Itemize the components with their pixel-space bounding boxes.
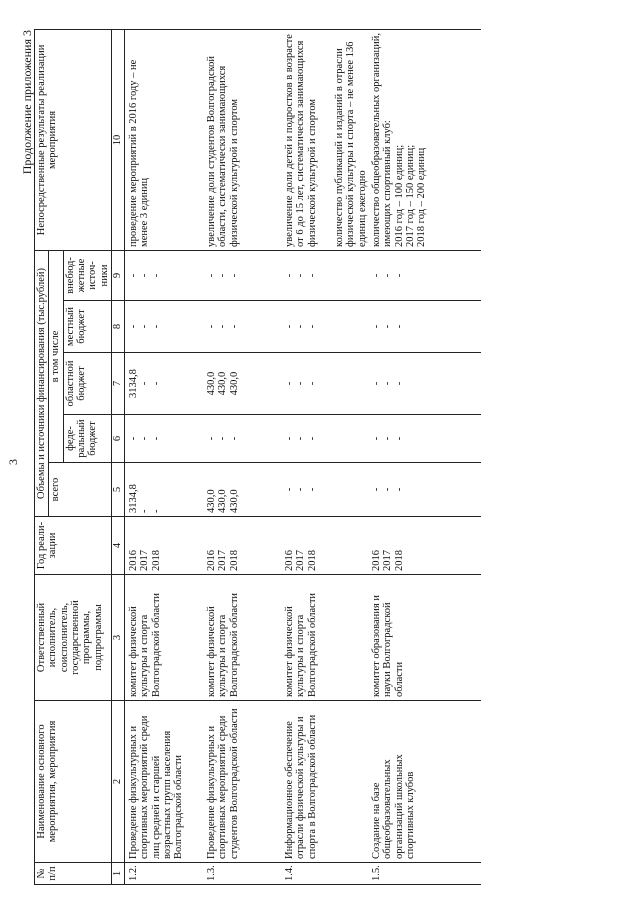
row-years: 2016 2017 2018: [124, 517, 203, 575]
header-n: № п/п: [35, 863, 112, 885]
row-extra: - - -: [203, 250, 281, 300]
row-reg: - - -: [368, 353, 481, 415]
row-local: - - -: [203, 301, 281, 353]
colnum: 7: [111, 353, 124, 415]
colnum: 2: [111, 701, 124, 863]
row-local: - - -: [124, 301, 203, 353]
colnum: 9: [111, 250, 124, 300]
row-reg: 430,0 430,0 430,0: [203, 353, 281, 415]
row-results: проведение мероприятий в 2016 году – не менее 3 единиц: [124, 29, 203, 250]
row-name: Проведение физкультурных и спортивных мероприятий среди лиц средней и старшей возрастных групп населения Волгоградской области: [124, 701, 203, 863]
row-number: 1.4.: [281, 863, 368, 885]
row-results: количество общеобразовательных организаций, имеющих спортивный клуб: 2016 год – 100 единиц; 2017 год – 150 единиц; 2018 год – 200 единиц: [368, 29, 481, 250]
colnum: 5: [111, 463, 124, 517]
header-total: всего: [49, 463, 112, 517]
colnum: 4: [111, 517, 124, 575]
table-row: [203, 29, 281, 884]
row-reg: - - -: [281, 353, 368, 415]
header-incl: в том числе: [49, 250, 63, 462]
header-extra: внебюд-жетные источ-ники: [63, 250, 111, 300]
page-number: 3: [6, 459, 20, 465]
row-years: 2016 2017 2018: [368, 517, 481, 575]
row-number: 1.3.: [203, 863, 281, 885]
row-results: увеличение доли студентов Волгоградской области, систематически занимающихся физической культурой и спортом: [203, 29, 281, 250]
row-years: 2016 2017 2018: [203, 517, 281, 575]
table-row: [368, 29, 481, 884]
row-local: - - -: [281, 301, 368, 353]
row-total: - - -: [281, 463, 368, 517]
table-row: [281, 29, 368, 884]
colnum: 6: [111, 415, 124, 463]
row-total: 430,0 430,0 430,0: [203, 463, 281, 517]
header-fed: феде-ральный бюджет: [63, 415, 111, 463]
row-number: 1.2.: [124, 863, 203, 885]
row-years: 2016 2017 2018: [281, 517, 368, 575]
row-reg: 3134,8 - -: [124, 353, 203, 415]
row-fed: - - -: [203, 415, 281, 463]
row-executor: комитет образования и науки Волгоградской области: [368, 575, 481, 701]
row-fed: - - -: [368, 415, 481, 463]
row-name: Информационное обеспечение отрасли физической культуры и спорта в Волгоградской области: [281, 701, 368, 863]
row-extra: - - -: [281, 250, 368, 300]
header-reg: областной бюджет: [63, 353, 111, 415]
colnum: 3: [111, 575, 124, 701]
row-fed: - - -: [281, 415, 368, 463]
row-total: - - -: [368, 463, 481, 517]
table-row: [124, 29, 203, 884]
continuation-label: Продолжение приложения 3: [20, 30, 34, 175]
row-executor: комитет физической культуры и спорта Волгоградской области: [203, 575, 281, 701]
header-results: Непосредственные результаты реализации мероприятия: [35, 29, 112, 250]
row-extra: - - -: [368, 250, 481, 300]
header-year: Год реали-зации: [35, 517, 112, 575]
header-executor: Ответственный исполнитель, соисполнитель, государственной программы, подпрограммы: [35, 575, 112, 701]
colnum: 8: [111, 301, 124, 353]
row-executor: комитет физической культуры и спорта Волгоградской области: [281, 575, 368, 701]
row-name: Проведение физкультурных и спортивных мероприятий среди студентов Волгоградской области: [203, 701, 281, 863]
colnum: 10: [111, 29, 124, 250]
program-table: [34, 29, 481, 885]
colnum: 1: [111, 863, 124, 885]
row-number: 1.5.: [368, 863, 481, 885]
row-extra: - - -: [124, 250, 203, 300]
header-volumes: Объемы и источники финансирования (тыс.рублей): [35, 250, 49, 516]
row-name: Создание на базе общеобразовательных организаций школьных спортивных клубов: [368, 701, 481, 863]
row-fed: - - -: [124, 415, 203, 463]
row-executor: комитет физической культуры и спорта Волгоградской области: [124, 575, 203, 701]
row-local: - - -: [368, 301, 481, 353]
row-total: 3134,8 - -: [124, 463, 203, 517]
header-name: Наименование основного мероприятия, мероприятия: [35, 701, 112, 863]
row-results: увеличение доли детей и подростков в возрасте от 6 до 15 лет, систематически занимающихся физической культурой и спортом количество публикаций и изданий в отрасли физической культуры и спорта – не менее 136 единиц ежегодно: [281, 29, 368, 250]
header-local: местный бюджет: [63, 301, 111, 353]
